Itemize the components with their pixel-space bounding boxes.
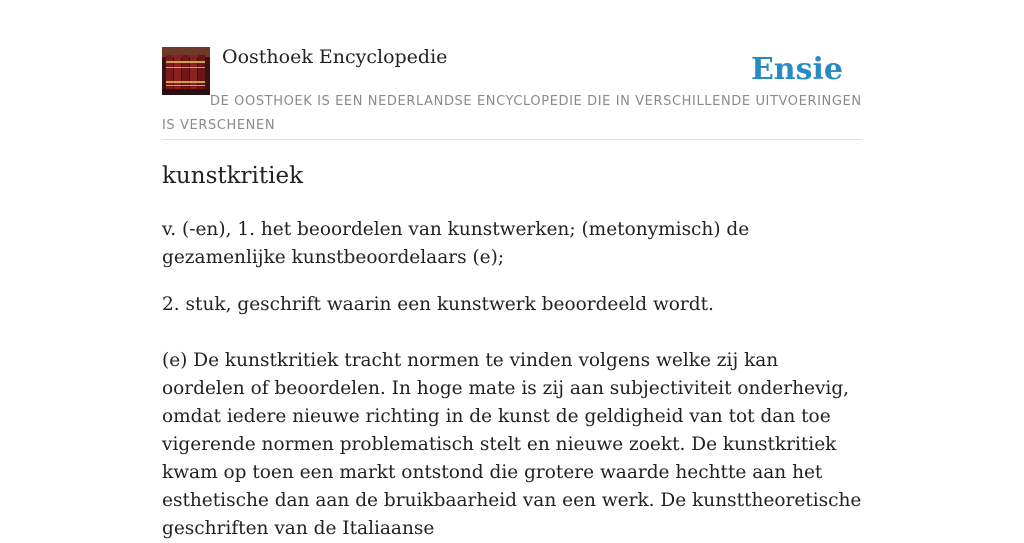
site-tagline: DE OOSTHOEK IS EEN NEDERLANDSE ENCYCLOPEDIE DIE IN VERSCHILLENDE UITVOERINGEN IS VERSCHENEN [162,94,862,133]
ensie-logo[interactable]: Ensie [750,52,843,87]
site-header [162,0,862,140]
content-column [162,0,862,539]
definition-paragraph-1: v. (-en), 1. het beoordelen van kunstwerken; (metonymisch) de gezamenlijke kunstbeoordelaars (e); [162,219,750,268]
article-title: kunstkritiek [162,163,304,189]
site-name[interactable]: Oosthoek Encyclopedie [222,46,448,68]
definition-paragraph-2: 2. stuk, geschrift waarin een kunstwerk beoordeeld wordt. [162,294,714,315]
explanation-paragraph: (e) De kunstkritiek tracht normen te vinden volgens welke zij kan oordelen of beoordelen. In hoge mate is zij aan subjectiviteit onderhevig, omdat iedere nieuwe richting in de kunst de geldigheid van tot dan toe vigerende normen problematisch stelt en nieuwe zoekt. De kunstkritiek kwam op toen een markt ontstond die grotere waarde hechtte aan het esthetische dan aan de bruikbaarheid van een werk. De kunsttheoretische geschriften van de Italiaanse [162,350,862,539]
book-spines-icon[interactable] [162,47,210,95]
